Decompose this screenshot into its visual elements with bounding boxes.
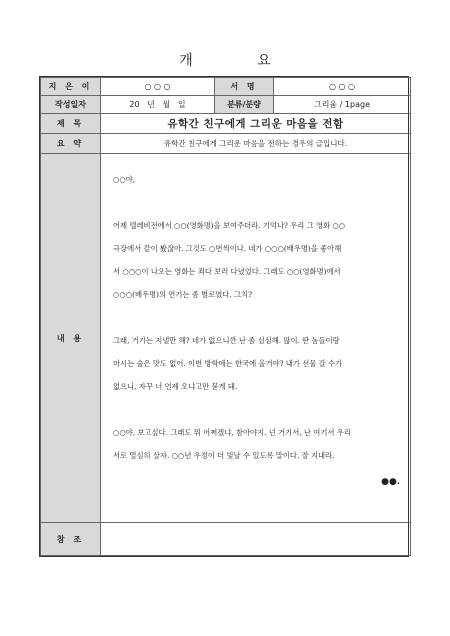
author-label: 지 은 이 xyxy=(41,78,101,96)
content-body[interactable] xyxy=(101,154,411,523)
subject-value[interactable]: 유학간 친구에게 그리운 마음을 전함 xyxy=(101,114,411,134)
content-line: 그래, 거기는 지낼만 해? 네가 없으니깐 난 좀 심심해. 많이. 딴 놈들이랑 xyxy=(113,336,340,345)
content-line: ○○야, xyxy=(113,175,136,184)
content-line xyxy=(113,398,400,421)
row-subject xyxy=(41,114,411,134)
summary-value[interactable]: 유학간 친구에게 그리운 마음을 전하는 경우의 글입니다. xyxy=(101,134,411,154)
category-label: 분류/분량 xyxy=(215,96,274,114)
category-value[interactable]: 그리움 / 1page xyxy=(274,96,411,114)
date-value[interactable]: 20 년 월 일 xyxy=(101,96,215,114)
row-summary xyxy=(41,134,411,154)
content-line xyxy=(113,306,400,329)
content-line: 어제 텔레비전에서 ○○(영화명)을 보여주더라. 기억나? 우리 그 영화 ○○ xyxy=(113,221,346,230)
content-line: ○○야, 보고싶다. 그래도 뭐 어쩌겠냐, 참아야지. 넌 거기서, 난 여기서 우리 xyxy=(113,428,351,437)
date-label: 작성일자 xyxy=(41,96,101,114)
overview-form xyxy=(39,76,409,557)
document-title: 개 요 xyxy=(179,53,301,69)
content-line: 없으니, 자꾸 너 언제 오냐고만 묻게 돼. xyxy=(113,382,238,391)
author-value[interactable]: ○ ○ ○ xyxy=(101,78,215,96)
content-line xyxy=(113,191,400,214)
content-line: 서 ○○○이 나오는 영화는 죄다 보러 다녔었다. 그래도 ○○(영화명)에서 xyxy=(113,267,341,276)
summary-label: 요 약 xyxy=(41,134,101,154)
content-line: ○○○(배우명)의 연기는 좀 별로였다. 그치? xyxy=(113,290,252,299)
row-reference xyxy=(41,523,411,556)
reference-label: 참 조 xyxy=(41,523,101,556)
row-date xyxy=(41,96,411,114)
reviewer-label: 서 명 xyxy=(215,78,274,96)
content-line: 서로 열심히 살자. ○○년 우정이 더 빛날 수 있도록 말이다. 잘 지내라. xyxy=(113,451,335,460)
signature: ●●. xyxy=(381,477,400,487)
row-author xyxy=(41,78,411,96)
reviewer-value[interactable]: ○ ○ ○ xyxy=(274,78,411,96)
overview-table xyxy=(40,77,411,556)
row-content xyxy=(41,154,411,523)
content-line: 마시는 술은 맛도 없어. 이번 방학에는 한국에 올거야? 내가 선물 갈 수가 xyxy=(113,359,343,368)
subject-label: 제 목 xyxy=(41,114,101,134)
content-label: 내 용 xyxy=(41,154,101,523)
content-line: 극장에서 같이 봤잖아. 그것도 ○번씩이나. 네가 ○○○(배우명)을 좋아해 xyxy=(113,244,342,253)
reference-value[interactable] xyxy=(101,523,411,556)
